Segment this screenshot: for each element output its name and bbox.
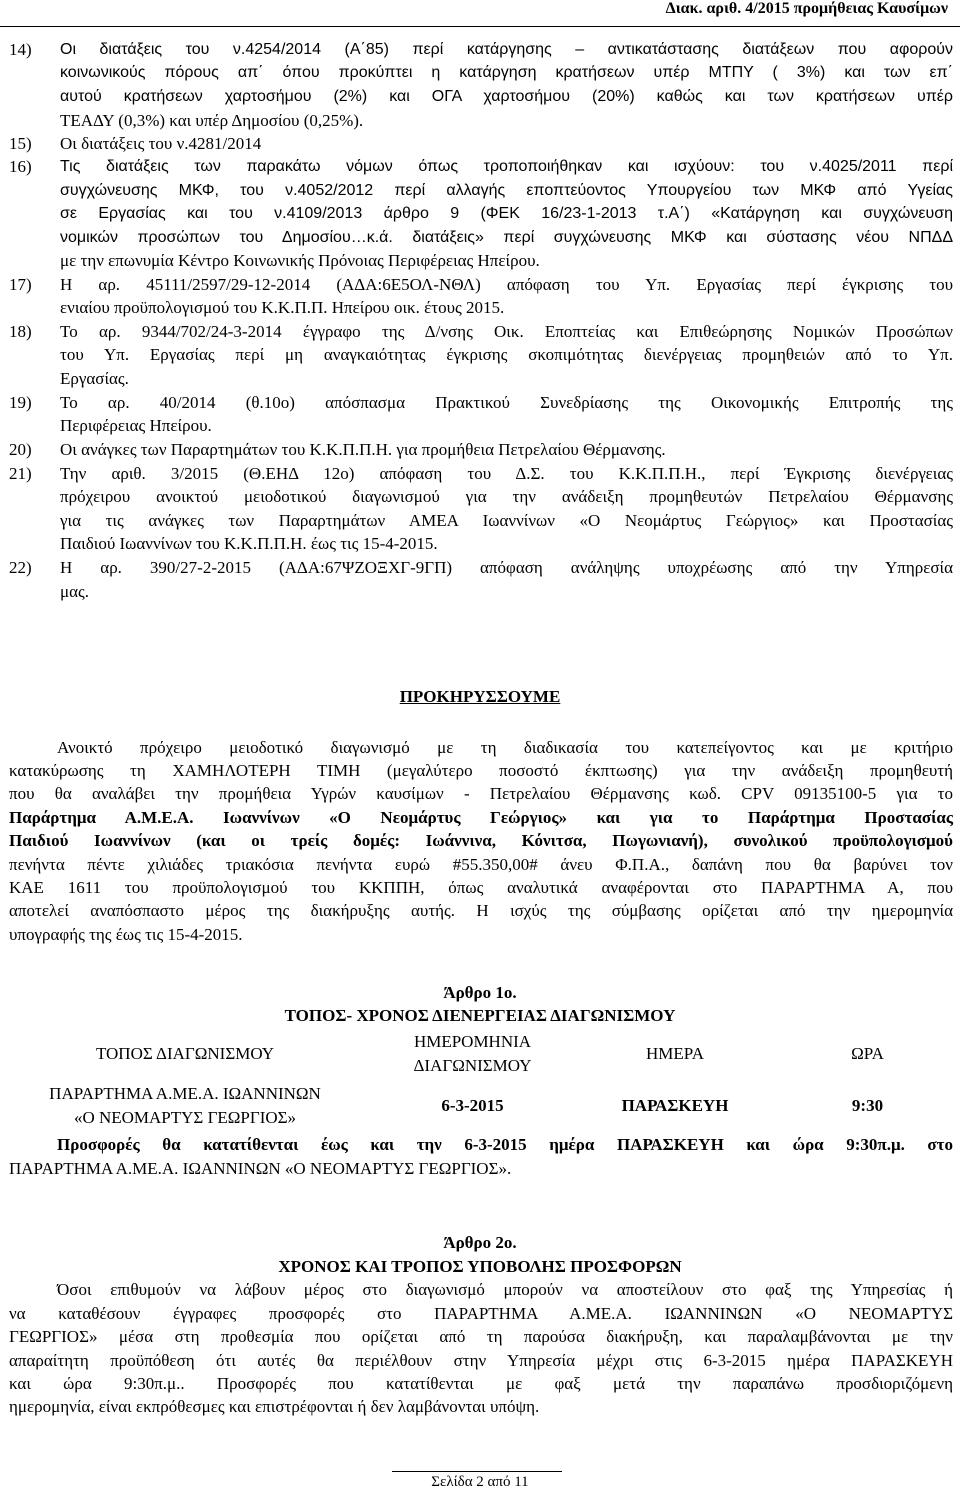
body-line: Ανοικτό πρόχειρο μειοδοτικό διαγωνισμό με τη διαδικασία του κατεπείγοντος και με κριτήριο	[57, 738, 953, 757]
article-1-title: Άρθρο 1ο.	[443, 983, 517, 1002]
list-item-line	[9, 38, 953, 62]
list-item-text: Τις διατάξεις των παρακάτω νόμων όπως τροποποιήθηκαν και ισχύουν: του ν.4025/2011 περί	[60, 158, 953, 175]
list-item-text: νομικών προσώπων του Δημοσίου…κ.ά. διατάξεις» περί συγχώνευσης ΜΚΦ και σύστασης νέου ΝΠΔΔ	[60, 229, 953, 246]
list-item-number: 19)	[9, 393, 32, 412]
cell-day: ΠΑΡΑΣΚΕΥΗ	[621, 1096, 729, 1115]
list-item-text: ΤΕΑΔΥ (0,3%) και υπέρ Δημοσίου (0,25%).	[60, 111, 364, 130]
header-divider	[0, 26, 960, 27]
table-header-row	[0, 1028, 960, 1080]
article-2-subtitle: ΧΡΟΝΟΣ ΚΑΙ ΤΡΟΠΟΣ ΥΠΟΒΟΛΗΣ ΠΡΟΣΦΟΡΩΝ	[278, 1257, 682, 1276]
document-reference: Διακ. αριθ. 4/2015 προμήθειας Καυσίμων	[665, 0, 948, 17]
list-item-text: Την αριθ. 3/2015 (Θ.ΕΗΔ 12ο) απόφαση του Δ.Σ. του Κ.Κ.Π.Π.Η., περί Έγκρισης διενέργειας	[60, 464, 953, 483]
list-item-line	[9, 509, 953, 533]
list-item-line	[9, 580, 953, 604]
body-line: Παράρτημα Α.Μ.Ε.Α. Ιωαννίνων «Ο Νεομάρτυς Γεώργιος» και για το Παράρτημα Προστασίας	[9, 808, 953, 827]
list-item-number: 22)	[9, 558, 32, 577]
article-2-line: ημερομηνία, είναι εκπρόθεσμες και επιστρέφονται ή δεν λαμβάνονται υπόψη.	[9, 1397, 540, 1416]
list-item-text: σε Εργασίας και του ν.4109/2013 άρθρο 9 (ΦΕΚ 16/23-1-2013 τ.Α΄) «Κατάργηση και συγχώνευση	[60, 205, 953, 222]
list-item-line	[9, 249, 953, 273]
table-row	[0, 1080, 960, 1132]
page-number: Σελίδα 2 από 11	[431, 1474, 529, 1490]
list-item-text: Το αρ. 40/2014 (θ.10ο) απόσπασμα Πρακτικού Συνεδρίασης της Οικονομικής Επιτροπής της	[60, 393, 953, 412]
list-item-line	[9, 556, 953, 580]
cell-time: 9:30	[851, 1096, 884, 1115]
list-item-line	[9, 438, 953, 462]
col-header-time: ΩΡΑ	[851, 1044, 884, 1063]
list-item-number: 20)	[9, 440, 32, 459]
list-item-text: ενιαίου προϋπολογισμού του Κ.Κ.Π.Π. Ηπείρου οικ. έτους 2015.	[60, 298, 505, 317]
list-item-line	[9, 391, 953, 415]
list-item-text: κοινωνικούς πόρους απ΄ όπου προκύπτει η κατάργηση κρατήσεων υπέρ ΜΤΠΥ ( 3%) και των επ΄	[60, 64, 953, 81]
cell-date: 6-3-2015	[441, 1096, 504, 1115]
list-item-line	[9, 462, 953, 486]
list-item-number: 18)	[9, 322, 32, 341]
article-2-line: να καταθέσουν έγγραφες προσφορές στο ΠΑΡΑΡΤΗΜΑ Α.ΜΕ.Α. ΙΩΑΝΝΙΝΩΝ «Ο ΝΕΟΜΑΡΤΥΣ	[9, 1304, 953, 1323]
body-line: πενήντα πέντε χιλιάδες τριακόσια πενήντα ευρώ #55.350,00# άνευ Φ.Π.Α., δαπάνη που θα βαρύνει τον	[9, 855, 953, 874]
list-item-number: 21)	[9, 464, 32, 483]
footer-divider	[392, 1471, 562, 1472]
list-item-text: Οι διατάξεις του ν.4281/2014	[60, 134, 262, 153]
body-line: Παιδιού Ιωαννίνων (και οι τρείς δομές: Ιωάννινα, Κόνιτσα, Πωγωνιανή), συνολικού προϋπολογισμού	[9, 831, 953, 850]
list-item-text: συγχώνευσης ΜΚΦ, του ν.4052/2012 περί αλλαγής εποπτεύοντος Υπουργείου των ΜΚΦ από Υγείας	[60, 182, 953, 199]
list-item-text: του Υπ. Εργασίας περί μη αναγκαιότητας έγκρισης σκοπιμότητας διενέργειας προμηθειών από το Υπ.	[60, 345, 953, 364]
list-item-line	[9, 414, 953, 438]
article-2-line: ΓΕΩΡΓΙΟΣ» μέσα στη προθεσμία που ορίζεται από τη παρούσα διακήρυξη, και παραλαμβάνονται με την	[9, 1327, 953, 1346]
list-item-line	[9, 202, 953, 226]
list-item-number: 17)	[9, 275, 32, 294]
list-item-line	[9, 296, 953, 320]
body-line: που θα αναλάβει την προμήθεια Υγρών καυσίμων - Πετρελαίου Θέρμανσης κωδ. CPV 09135100-5 για το	[9, 784, 953, 803]
deadline-line: ΠΑΡΑΡΤΗΜΑ Α.ΜΕ.Α. ΙΩΑΝΝΙΝΩΝ «Ο ΝΕΟΜΑΡΤΥΣ ΓΕΩΡΓΙΟΣ».	[9, 1159, 512, 1178]
col-header-day: ΗΜΕΡΑ	[646, 1044, 704, 1063]
list-item-number: 15)	[9, 134, 32, 153]
list-item-line	[9, 85, 953, 109]
list-item-text: Οι διατάξεις του ν.4254/2014 (Α΄85) περί κατάργησης – αντικατάστασης διατάξεων που αφορούν	[60, 41, 953, 58]
body-line: αποτελεί αναπόσπαστο μέρος της διακήρυξης αυτής. Η ισχύς της σύμβασης ορίζεται από την ημερομηνία	[9, 901, 953, 920]
list-item-text: Το αρ. 9344/702/24-3-2014 έγγραφο της Δ/νσης Οικ. Εποπτείας και Επιθεώρησης Νομικών Προσώπων	[60, 322, 953, 341]
list-item-line	[9, 532, 953, 556]
list-item-line	[9, 155, 953, 179]
deadline-line: Προσφορές θα κατατίθενται έως και την 6-3-2015 ημέρα ΠΑΡΑΣΚΕΥΗ και ώρα 9:30π.μ. στο	[57, 1135, 953, 1154]
list-item-number: 16)	[9, 157, 32, 176]
list-item-line	[9, 367, 953, 391]
list-item-line	[9, 343, 953, 367]
list-item-text: Η αρ. 45111/2597/29-12-2014 (ΑΔΑ:6Ε5ΟΛ-ΝΘΛ) απόφαση του Υπ. Εργασίας περί έγκρισης του	[60, 275, 953, 294]
list-item-text: Εργασίας.	[60, 369, 129, 388]
list-item-line	[9, 61, 953, 85]
list-item-line	[9, 273, 953, 297]
article-2-title: Άρθρο 2ο.	[443, 1233, 517, 1252]
article-2-line: απαραίτητη προϋπόθεση ότι αυτές θα περιέλθουν στην Υπηρεσία μέχρι στις 6-3-2015 ημέρα ΠΑΡΑΣΚΕΥΗ	[9, 1351, 953, 1370]
list-item-number: 14)	[9, 40, 32, 59]
col-header-place: ΤΟΠΟΣ ΔΙΑΓΩΝΙΣΜΟΥ	[95, 1044, 275, 1063]
article-1-subtitle: ΤΟΠΟΣ- ΧΡΟΝΟΣ ΔΙΕΝΕΡΓΕΙΑΣ ΔΙΑΓΩΝΙΣΜΟΥ	[284, 1006, 676, 1025]
list-item-text: με την επωνυμία Κέντρο Κοινωνικής Πρόνοιας Περιφέρειας Ηπείρου.	[60, 251, 540, 270]
list-item-line	[9, 132, 953, 156]
tender-schedule-table	[0, 1028, 960, 1132]
cell-place: ΠΑΡΑΡΤΗΜΑ Α.ΜΕ.Α. ΙΩΑΝΝΙΝΩΝ «Ο ΝΕΟΜΑΡΤΥΣ ΓΕΩΡΓΙΟΣ»	[49, 1084, 321, 1127]
list-item-text: Η αρ. 390/27-2-2015 (ΑΔΑ:67ΨΖΟΞΧΓ-9ΓΠ) απόφαση ανάληψης υποχρέωσης από την Υπηρεσία	[60, 558, 953, 577]
list-item-text: αυτού κρατήσεων χαρτοσήμου (2%) και ΟΓΑ χαρτοσήμου (20%) καθώς και των κρατήσεων υπέρ	[60, 88, 953, 105]
list-item-line	[9, 226, 953, 250]
col-header-date: ΗΜΕΡΟΜΗΝΙΑ ΔΙΑΓΩΝΙΣΜΟΥ	[413, 1032, 532, 1075]
article-2-line: Όσοι επιθυμούν να λάβουν μέρος στο διαγωνισμό μπορούν να αποστείλουν στο φαξ της Υπηρεσίας ή	[57, 1280, 953, 1299]
list-item-text: πρόχειρου ανοικτού μειοδοτικού διαγωνισμού για την ανάδειξη προμηθευτών Πετρελαίου Θέρμανσης	[60, 487, 953, 506]
list-item-text: Οι ανάγκες των Παραρτημάτων του Κ.Κ.Π.Π.Η. για προμήθεια Πετρελαίου Θέρμανσης.	[60, 440, 666, 459]
list-item-line	[9, 179, 953, 203]
list-item-text: μας.	[60, 582, 90, 601]
body-line: κατακύρωσης τη ΧΑΜΗΛΟΤΕΡΗ ΤΙΜΗ (μεγαλύτερο ποσοστό έκπτωσης) για την ανάδειξη προμηθευτή	[9, 761, 953, 780]
list-item-text: για τις ανάγκες των Παραρτημάτων ΑΜΕΑ Ιωαννίνων «Ο Νεομάρτυς Γεώργιος» και Προστασίας	[60, 511, 953, 530]
article-2-line: και ώρα 9:30π.μ.. Προσφορές που κατατίθενται με φαξ μετά την παραπάνω προσδιοριζόμενη	[9, 1374, 953, 1393]
list-item-line	[9, 320, 953, 344]
proclaim-heading: ΠΡΟΚΗΡΥΣΣΟΥΜΕ	[399, 687, 561, 706]
list-item-text: Περιφέρειας Ηπείρου.	[60, 416, 212, 435]
body-line: ΚΑΕ 1611 του προϋπολογισμού του ΚΚΠΠΗ, όπως αναλυτικά αναφέρονται στο ΠΑΡΑΡΤΗΜΑ Α, που	[9, 878, 953, 897]
list-item-line	[9, 485, 953, 509]
body-line: υπογραφής της έως τις 15-4-2015.	[9, 925, 243, 944]
list-item-line	[9, 109, 953, 133]
list-item-text: Παιδιού Ιωαννίνων του Κ.Κ.Π.Π.Η. έως τις 15-4-2015.	[60, 534, 438, 553]
